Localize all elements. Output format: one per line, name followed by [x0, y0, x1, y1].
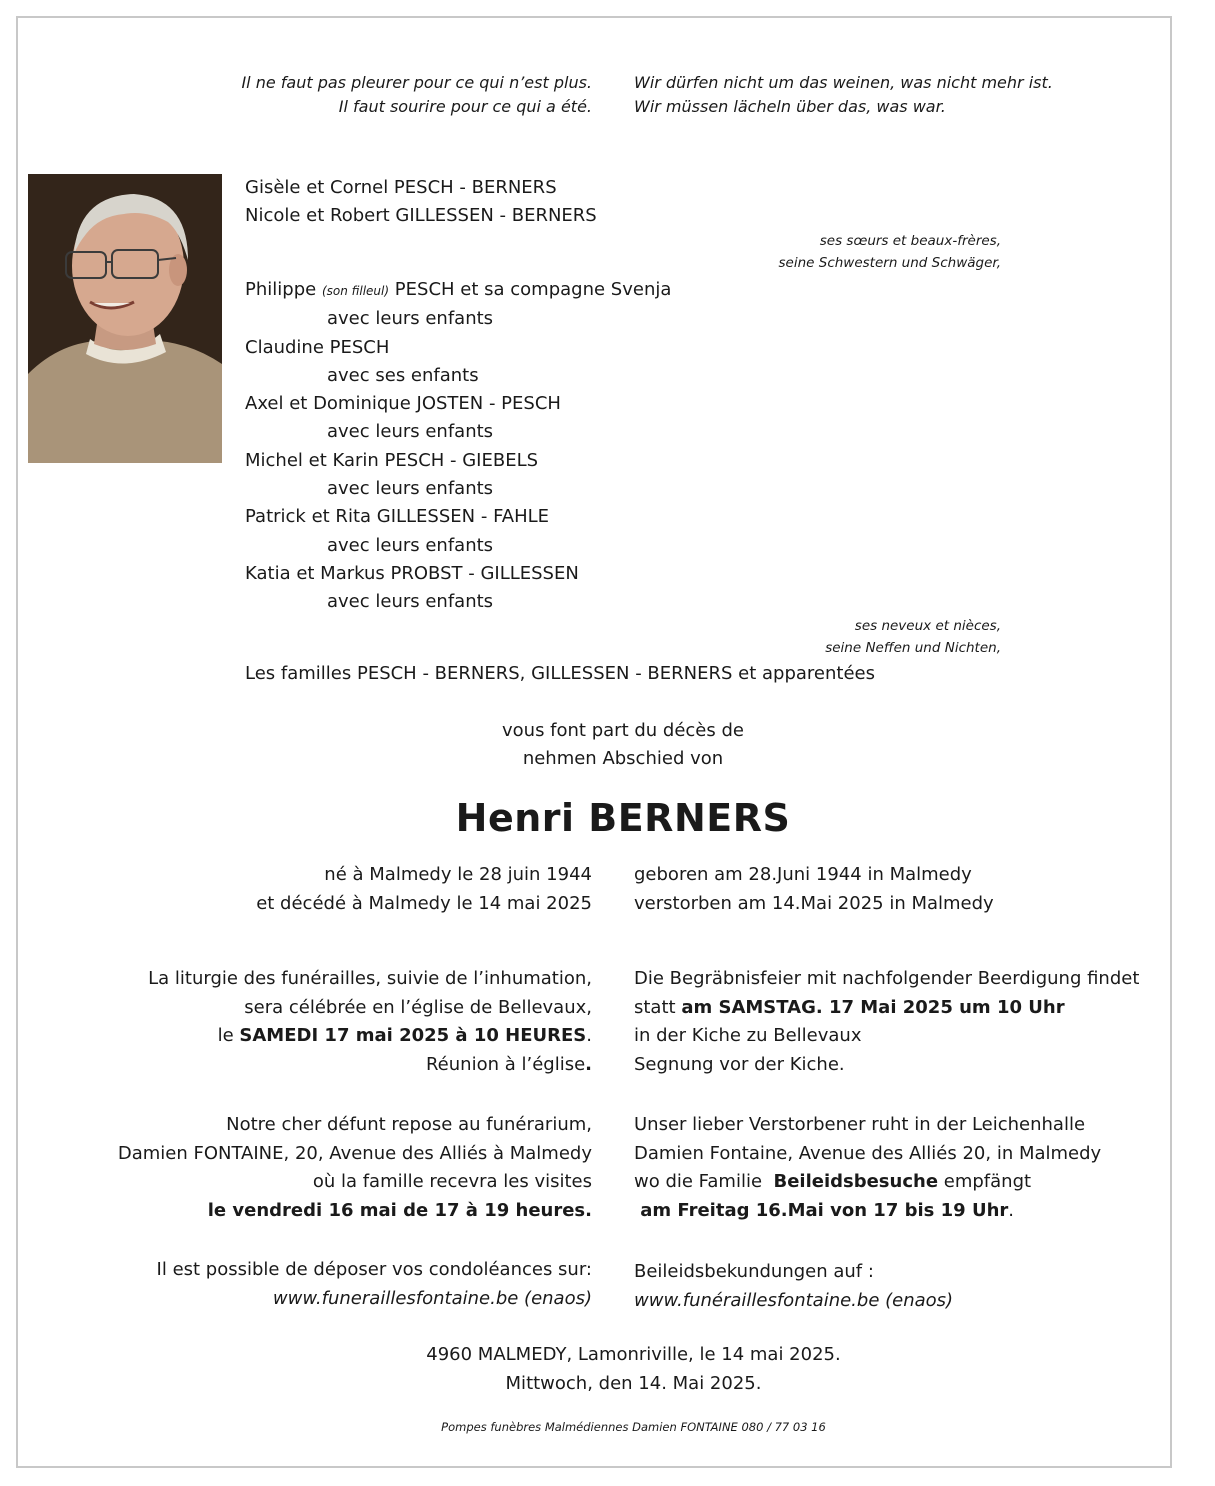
nephew-line: avec leurs enfants — [327, 308, 494, 330]
nephew-line: avec leurs enfants — [327, 478, 494, 500]
nephews-relation — [825, 615, 1001, 659]
birth-de: geboren am 28.Juni 1944 in Malmedy — [634, 864, 972, 885]
funerarium-fr-line: Notre cher défunt repose au funérarium, — [226, 1114, 592, 1135]
text-fragment: . — [586, 1025, 592, 1047]
nephews-relation-de: seine Neffen und Nichten, — [825, 640, 1001, 656]
liturgy-de — [634, 965, 1139, 1080]
dates-de — [634, 861, 994, 918]
text-fragment: . — [1008, 1200, 1015, 1222]
nephew-line: Patrick et Rita GILLESSEN - FAHLE — [245, 506, 550, 528]
quote-fr — [241, 71, 592, 119]
sibling-line-2: Nicole et Robert GILLESSEN - BERNERS — [245, 205, 597, 227]
siblings-relation-fr: ses sœurs et beaux-frères, — [819, 233, 1001, 249]
quote-de-line-2: Wir müssen lächeln über das, was war. — [634, 97, 946, 116]
liturgy-fr-line: La liturgie des funérailles, suivie de l’inhumation, — [148, 968, 592, 989]
liturgy-de-line: in der Kiche zu Bellevaux — [634, 1025, 862, 1047]
text-fragment: wo die Familie — [634, 1171, 774, 1193]
funerarium-de — [634, 1111, 1101, 1226]
funerarium-de-line: Unser lieber Verstorbener ruht in der Leichenhalle — [634, 1114, 1086, 1135]
liturgy-de-line: Segnung vor der Kiche. — [634, 1054, 845, 1076]
liturgy-de-line: Die Begräbnisfeier mit nachfolgender Beerdigung findet — [634, 968, 1140, 989]
deceased-name: Henri BERNERS — [455, 796, 791, 840]
nephew-philippe-name: Philippe — [245, 279, 317, 300]
quote-fr-line-2: Il faut sourire pour ce qui a été. — [338, 97, 592, 116]
announce-de: nehmen Abschied von — [522, 748, 724, 770]
nephew-philippe-note: (son filleul) — [321, 284, 390, 298]
condolences-link-fr[interactable]: www.funeraillesfontaine.be (enaos) — [272, 1287, 592, 1309]
text-fragment: le — [217, 1025, 240, 1047]
liturgy-date-bold: SAMEDI 17 mai 2025 à 10 HEURES — [239, 1025, 587, 1047]
visit-time-fr: le vendredi 16 mai de 17 à 19 heures. — [207, 1200, 592, 1222]
nephew-line: Axel et Dominique JOSTEN - PESCH — [245, 393, 561, 415]
deceased-photo — [28, 174, 222, 463]
quote-fr-line-1: Il ne faut pas pleurer pour ce qui n’est plus. — [241, 73, 592, 92]
funerarium-fr-line: où la famille recevra les visites — [312, 1171, 592, 1193]
death-fr: et décédé à Malmedy le 14 mai 2025 — [256, 892, 592, 914]
nephews-list — [245, 276, 671, 617]
condolences-de-line: Beileidsbekundungen auf : — [634, 1261, 874, 1282]
liturgy-fr-line: sera célébrée en l’église de Bellevaux, — [244, 996, 592, 1018]
liturgy-de-date — [634, 994, 1139, 1023]
condolences-link-de[interactable]: www.funéraillesfontaine.be (enaos) — [634, 1289, 954, 1311]
announce-fr: vous font part du décès de — [502, 720, 744, 741]
liturgy-fr-meeting — [148, 1051, 592, 1080]
visit-time-de: am Freitag 16.Mai von 17 bis 19 Uhr — [634, 1200, 1009, 1222]
nephew-line: avec leurs enfants — [327, 534, 494, 556]
condolences-fr-line: Il est possible de déposer vos condoléances sur: — [156, 1259, 592, 1280]
text-fragment: . — [585, 1054, 592, 1076]
nephew-line: avec leurs enfants — [327, 421, 494, 443]
funerarium-fr-line: Damien FONTAINE, 20, Avenue des Alliés à Malmedy — [117, 1142, 592, 1164]
nephew-line: Michel et Karin PESCH - GIEBELS — [245, 449, 539, 471]
nephew-line: avec leurs enfants — [327, 591, 494, 613]
place-date-fr: 4960 MALMEDY, Lamonriville, le 14 mai 2025. — [426, 1344, 841, 1365]
birth-fr: né à Malmedy le 28 juin 1944 — [324, 864, 592, 885]
text-fragment: statt — [634, 996, 682, 1018]
nephew-line-philippe — [245, 276, 671, 305]
nephew-line: avec ses enfants — [327, 364, 479, 386]
nephew-line: Katia et Markus PROBST - GILLESSEN — [245, 562, 579, 584]
funerarium-de-time — [634, 1197, 1101, 1226]
funerarium-fr — [118, 1111, 592, 1226]
place-date-de: Mittwoch, den 14. Mai 2025. — [505, 1372, 762, 1394]
nephews-relation-fr: ses neveux et nièces, — [854, 618, 1001, 634]
nephew-philippe-rest: PESCH et sa compagne Svenja — [394, 279, 672, 300]
funerarium-de-line: Damien Fontaine, Avenue des Alliés 20, in Malmedy — [634, 1142, 1102, 1164]
dates-fr — [256, 861, 592, 918]
text-fragment: Réunion à l’église — [425, 1054, 586, 1076]
place-date — [0, 1341, 1215, 1398]
siblings-list — [245, 174, 597, 231]
siblings-relation — [779, 230, 1001, 274]
quote-de — [634, 71, 1053, 119]
siblings-relation-de: seine Schwestern und Schwäger, — [778, 255, 1001, 271]
nephew-line: Claudine PESCH — [245, 336, 390, 358]
quote-de-line-1: Wir dürfen nicht um das weinen, was nicht mehr ist. — [634, 73, 1053, 92]
liturgy-date-bold: am SAMSTAG. 17 Mai 2025 um 10 Uhr — [681, 996, 1065, 1018]
visits-bold: Beileidsbesuche — [773, 1171, 939, 1193]
funeral-home-footer: Pompes funèbres Malmédiennes Damien FONTAINE 080 / 77 03 16 — [441, 1420, 826, 1434]
death-de: verstorben am 14.Mai 2025 in Malmedy — [634, 892, 994, 914]
text-fragment: empfängt — [938, 1171, 1032, 1193]
condolences-fr — [157, 1256, 592, 1313]
condolences-de — [634, 1258, 953, 1315]
sibling-line-1: Gisèle et Cornel PESCH - BERNERS — [245, 177, 557, 198]
liturgy-fr-date — [148, 1022, 592, 1051]
funerarium-de-visits — [634, 1168, 1101, 1197]
families-line: Les familles PESCH - BERNERS, GILLESSEN - BERNERS et apparentées — [245, 663, 875, 684]
liturgy-fr — [148, 965, 592, 1080]
announcement — [0, 717, 1215, 774]
